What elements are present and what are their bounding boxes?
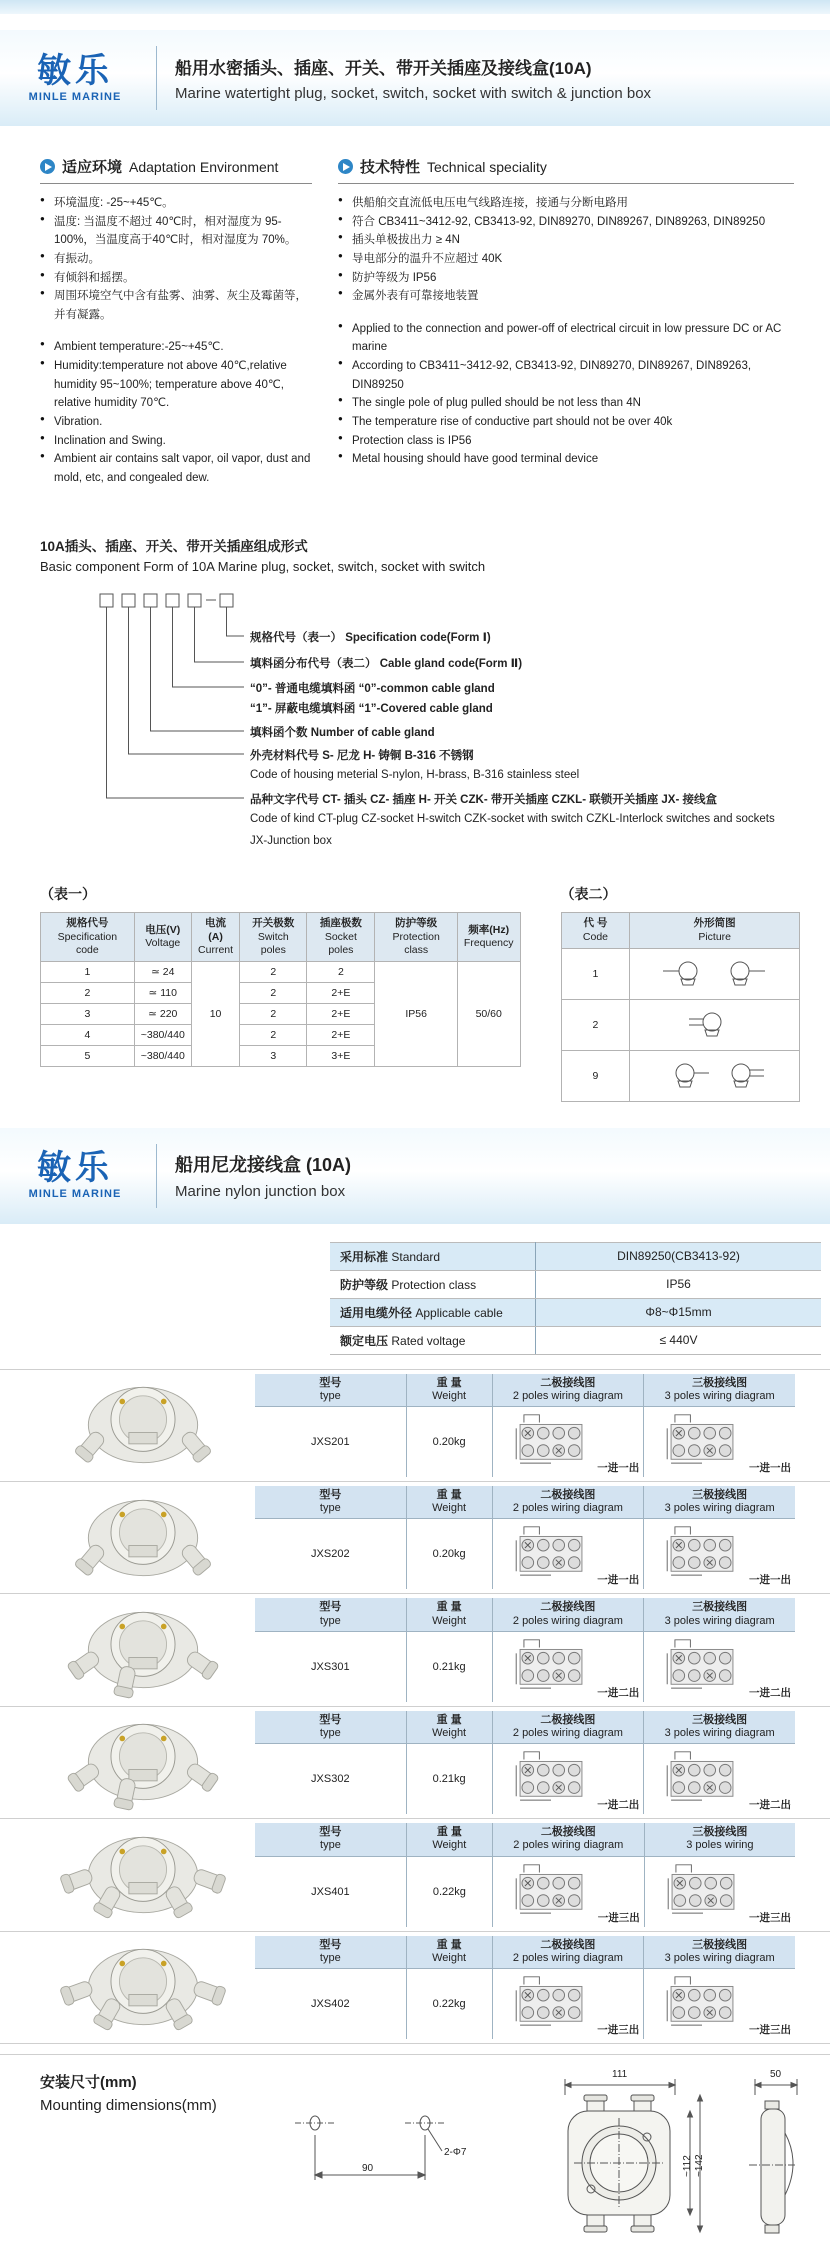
table-header-row: 型号 type 重 量 Weight 二极接线图 2 poles wiring diagram 三极接线图 3 poles wiring diagram <box>255 1711 795 1744</box>
table-row: 1 ≃ 24 10 2 2 IP56 50/60 <box>41 961 521 982</box>
table-row: 4 ~380/440 2 2+E <box>41 1024 521 1045</box>
form-2 <box>561 884 800 1101</box>
list-item: ● 防护等级为 IP56 <box>338 269 794 288</box>
wiring-diagram <box>652 1634 752 1692</box>
list-item: ● 供船舶交直流低电压电气线路连接，接通与分断电路用 <box>338 194 794 213</box>
standards-section <box>0 1224 830 1355</box>
product-list <box>0 1369 830 2044</box>
dim-front-width: 111 <box>612 2068 628 2080</box>
wiring-diagram <box>652 1409 752 1467</box>
hole-layout-drawing <box>270 2085 470 2215</box>
product-model: JXS402 <box>311 1997 350 2010</box>
technical-list-en <box>338 320 794 469</box>
form1-caption: （表一） <box>40 886 96 903</box>
list-item: ● 导电部分的温升不应超过 40K <box>338 250 794 269</box>
table-header-row <box>41 913 521 961</box>
product-block <box>0 1369 830 1481</box>
page-header-2 <box>0 1128 830 1224</box>
wiring-diagram <box>652 1971 752 2029</box>
wiring-3p-cell: 一进二出 <box>644 1744 795 1815</box>
list-item: ● The temperature rise of conductive part should not be over 40k <box>338 413 794 432</box>
col-header: 防护等级 Protection class <box>375 913 457 961</box>
product-block <box>0 1931 830 2044</box>
adaptation-list-cn <box>40 194 312 324</box>
section-title-en: Technical speciality <box>427 158 547 175</box>
table-row <box>255 1631 795 1702</box>
table-row <box>255 1968 795 2039</box>
list-item: ● Humidity:temperature not above 40℃,relative humidity 95~100%; temperature above 40℃, relative humidity 70℃. <box>40 357 312 413</box>
table-header-row: 型号 type 重 量 Weight 二极接线图 2 poles wiring diagram 三极接线图 3 poles wiring diagram <box>255 1486 795 1519</box>
table-row: 9 <box>561 1050 799 1101</box>
product-table <box>255 1936 795 2039</box>
table-header-row: 型号 type 重 量 Weight 二极接线图 2 poles wiring diagram 三极接线图 3 poles wiring <box>255 1823 795 1856</box>
page-title-en: Marine watertight plug, socket, switch, socket with switch & junction box <box>175 85 652 102</box>
table-row: 2 ≃ 110 2 2+E <box>41 982 521 1003</box>
list-item: ● 温度: 当温度不超过 40℃时，相对湿度为 95-100%，当温度高于40℃时，相对湿度为 70%。 <box>40 213 312 250</box>
list-item: ● Inclination and Swing. <box>40 432 312 451</box>
list-item: ● According to CB3411~3412-92, CB3413-92, DIN89270, DIN89267, DIN89263, DIN89250 <box>338 357 794 394</box>
col-header: 开关极数 Switch poles <box>240 913 307 961</box>
mounting-title-cn: 安装尺寸(mm) <box>40 2073 137 2091</box>
col-header: 电压(V) Voltage <box>134 913 191 961</box>
product-block <box>0 1706 830 1818</box>
gland-layout-picture <box>630 1050 800 1101</box>
code-label: 外壳材料代号 S- 尼龙 H- 铸铜 B-316 不锈钢 <box>250 750 474 763</box>
product-photo <box>30 1376 255 1474</box>
table-header-row: 型号 type 重 量 Weight 二极接线图 2 poles wiring diagram 三极接线图 3 poles wiring diagram <box>255 1598 795 1631</box>
product-photo <box>30 1601 255 1699</box>
code-label: 填料函分布代号（表二） Cable gland code(Form Ⅱ) <box>250 658 523 671</box>
product-block <box>0 1818 830 1930</box>
code-label: “0”- 普通电缆填料函 “0”-common cable gland <box>250 683 495 696</box>
form-1 <box>40 884 521 1101</box>
spec-columns <box>0 126 830 501</box>
header-divider <box>156 46 157 110</box>
product-weight: 0.21kg <box>406 1744 492 1815</box>
col-header: 外形简图 Picture <box>630 913 800 948</box>
table-row <box>255 1744 795 1815</box>
wiring-diagram <box>501 1746 601 1804</box>
table-row: 适用电缆外径 Applicable cable Φ8~Φ15mm <box>330 1298 821 1326</box>
table-row: 额定电压 Rated voltage ≤ 440V <box>330 1326 821 1354</box>
product-block <box>0 1481 830 1593</box>
product-table <box>255 1486 795 1589</box>
wiring-diagram <box>501 1971 601 2029</box>
wiring-3p-cell: 一进一出 <box>644 1407 795 1478</box>
product-model: JXS401 <box>311 1885 350 1898</box>
code-label: Code of housing meterial S-nylon, H-brass, B-316 stainless steel <box>250 769 580 782</box>
protection-cell: IP56 <box>375 961 457 1066</box>
code-label: JX-Junction box <box>250 835 332 848</box>
table-header-row <box>561 913 799 948</box>
product-model: JXS201 <box>311 1436 350 1448</box>
col-header: 规格代号 Specification code <box>41 913 135 961</box>
frequency-cell: 50/60 <box>457 961 520 1066</box>
list-item: ● 金属外表有可靠接地装置 <box>338 287 794 306</box>
technical-section <box>338 156 794 501</box>
brand-logo-en: MINLE MARINE <box>28 90 122 103</box>
dim-side-width: 50 <box>770 2068 782 2080</box>
list-item: ● Ambient air contains salt vapor, oil vapor, dust and mold, etc, and congealed dew. <box>40 450 312 487</box>
component-form-title-en: Basic component Form of 10A Marine plug, socket, switch, socket with switch <box>40 559 486 575</box>
product-weight: 0.20kg <box>406 1519 492 1590</box>
dim-depth2: ~142 <box>694 2154 705 2177</box>
wiring-2p-cell: 一进三出 <box>492 1856 644 1927</box>
brand-logo <box>0 1151 150 1200</box>
list-item: ● Metal housing should have good terminal device <box>338 450 794 469</box>
forms-section <box>0 876 830 1101</box>
gland-layout-picture <box>630 948 800 999</box>
wiring-3p-cell: 一进二出 <box>644 1631 795 1702</box>
mounting-title-en: Mounting dimensions(mm) <box>40 2096 217 2114</box>
brand-logo <box>0 51 150 103</box>
form2-table <box>561 912 800 1101</box>
component-form-section <box>0 501 830 876</box>
form1-table <box>40 912 521 1066</box>
product-weight: 0.21kg <box>406 1631 492 1702</box>
col-header: 电流(A) Current <box>191 913 239 961</box>
code-label: “1”- 屏蔽电缆填料函 “1”-Covered cable gland <box>250 703 493 716</box>
wiring-diagram <box>653 1859 753 1917</box>
section-title-cn: 适应环境 <box>62 159 123 176</box>
product-model: JXS301 <box>311 1660 350 1673</box>
product-table <box>255 1374 795 1477</box>
code-label: 品种文字代号 CT- 插头 CZ- 插座 H- 开关 CZK- 带开关插座 CZKL- 联锁开关插座 JX- 接线盒 <box>250 794 718 807</box>
product-model: JXS202 <box>311 1548 350 1561</box>
list-item: ● 有振动。 <box>40 250 312 269</box>
wiring-diagram <box>652 1746 752 1804</box>
wiring-2p-cell: 一进三出 <box>492 1968 644 2039</box>
product-photo <box>30 1938 255 2036</box>
wiring-diagram <box>501 1859 601 1917</box>
form2-caption: （表二） <box>560 886 617 903</box>
product-weight: 0.22kg <box>406 1968 492 2039</box>
standards-table <box>330 1242 821 1355</box>
wiring-3p-cell: 一进三出 <box>644 1856 795 1927</box>
table-row <box>255 1856 795 1927</box>
section2-title-cn: 船用尼龙接线盒 (10A) <box>175 1155 352 1176</box>
list-item: ● 符合 CB3411~3412-92, CB3413-92, DIN89270, DIN89267, DIN89263, DIN89250 <box>338 213 794 232</box>
decorative-top-band <box>0 0 830 14</box>
brand-logo-en: MINLE MARINE <box>28 1188 122 1201</box>
dim-holes: 2-Φ7 <box>444 2146 467 2158</box>
code-label: Code of kind CT-plug CZ-socket H-switch CZK-socket with switch CZKL-Interlock switches and sockets <box>250 813 775 826</box>
code-diagram <box>40 590 790 876</box>
adaptation-list-en <box>40 338 312 487</box>
section2-title-en: Marine nylon junction box <box>175 1183 346 1201</box>
section-bullet-icon <box>338 159 353 174</box>
table-row: 1 <box>561 948 799 999</box>
product-photo <box>30 1826 255 1924</box>
adaptation-section <box>40 156 312 501</box>
list-item: ● 周围环境空气中含有盐雾、油雾、灰尘及霉菌等，并有凝露。 <box>40 287 312 324</box>
section-title-cn: 技术特性 <box>360 159 421 176</box>
table-row: 采用标准 Standard DIN89250(CB3413-92) <box>330 1242 821 1270</box>
page-header-1 <box>0 30 830 126</box>
wiring-2p-cell: 一进一出 <box>492 1407 644 1478</box>
current-cell: 10 <box>191 961 239 1066</box>
brand-logo-cn: 敏乐 <box>37 1149 113 1188</box>
side-view-drawing <box>735 2073 820 2248</box>
wiring-diagram <box>652 1521 752 1579</box>
product-table <box>255 1711 795 1814</box>
product-weight: 0.22kg <box>406 1856 492 1927</box>
list-item: ● Protection class is IP56 <box>338 432 794 451</box>
section-title-en: Adaptation Environment <box>129 158 279 175</box>
product-photo <box>30 1489 255 1587</box>
table-row <box>255 1407 795 1478</box>
list-item: ● 有倾斜和摇摆。 <box>40 269 312 288</box>
list-item: ● Ambient temperature:-25~+45℃. <box>40 338 312 357</box>
wiring-2p-cell: 一进二出 <box>492 1631 644 1702</box>
header-divider <box>156 1144 157 1208</box>
product-weight: 0.20kg <box>406 1407 492 1478</box>
list-item: ● The single pole of plug pulled should be not less than 4N <box>338 394 794 413</box>
product-table <box>255 1598 795 1701</box>
table-row: 5 ~380/440 3 3+E <box>41 1045 521 1066</box>
mounting-section <box>0 2054 830 2267</box>
list-item: ● Applied to the connection and power-off of electrical circuit in low pressure DC or AC marine <box>338 320 794 357</box>
gland-layout-picture <box>630 999 800 1050</box>
product-model: JXS302 <box>311 1773 350 1786</box>
technical-list-cn <box>338 194 794 306</box>
wiring-3p-cell: 一进一出 <box>644 1519 795 1590</box>
wiring-diagram <box>501 1521 601 1579</box>
code-label: 规格代号（表一） Specification code(Form Ⅰ) <box>250 632 491 645</box>
table-row: 3 ≃ 220 2 2+E <box>41 1003 521 1024</box>
product-block <box>0 1593 830 1705</box>
wiring-diagram <box>501 1409 601 1467</box>
list-item: ● 插头单极拔出力 ≥ 4N <box>338 231 794 250</box>
table-row <box>255 1519 795 1590</box>
wiring-diagram <box>501 1634 601 1692</box>
col-header: 代 号 Code <box>561 913 630 948</box>
dim-depth1: ~112 <box>682 2155 693 2177</box>
page-title-cn: 船用水密插头、插座、开关、带开关插座及接线盒(10A) <box>175 59 592 78</box>
product-photo <box>30 1713 255 1811</box>
section-bullet-icon <box>40 159 55 174</box>
product-table <box>255 1823 795 1926</box>
col-header: 插座极数 Socket poles <box>307 913 375 961</box>
list-item: ● 环境温度: -25~+45℃。 <box>40 194 312 213</box>
wiring-2p-cell: 一进一出 <box>492 1519 644 1590</box>
dim-hole-spacing: 90 <box>362 2162 374 2174</box>
col-header: 频率(Hz) Frequency <box>457 913 520 961</box>
component-form-title-cn: 10A插头、插座、开关、带开关插座组成形式 <box>40 539 308 555</box>
table-row: 2 <box>561 999 799 1050</box>
wiring-3p-cell: 一进三出 <box>644 1968 795 2039</box>
brand-logo-cn: 敏乐 <box>37 51 113 90</box>
wiring-2p-cell: 一进二出 <box>492 1744 644 1815</box>
list-item: ● Vibration. <box>40 413 312 432</box>
code-label: 填料函个数 Number of cable gland <box>250 727 435 740</box>
table-row: 防护等级 Protection class IP56 <box>330 1270 821 1298</box>
table-header-row: 型号 type 重 量 Weight 二极接线图 2 poles wiring diagram 三极接线图 3 poles wiring diagram <box>255 1936 795 1969</box>
table-header-row: 型号 type 重 量 Weight 二极接线图 2 poles wiring diagram 三极接线图 3 poles wiring diagram <box>255 1374 795 1407</box>
